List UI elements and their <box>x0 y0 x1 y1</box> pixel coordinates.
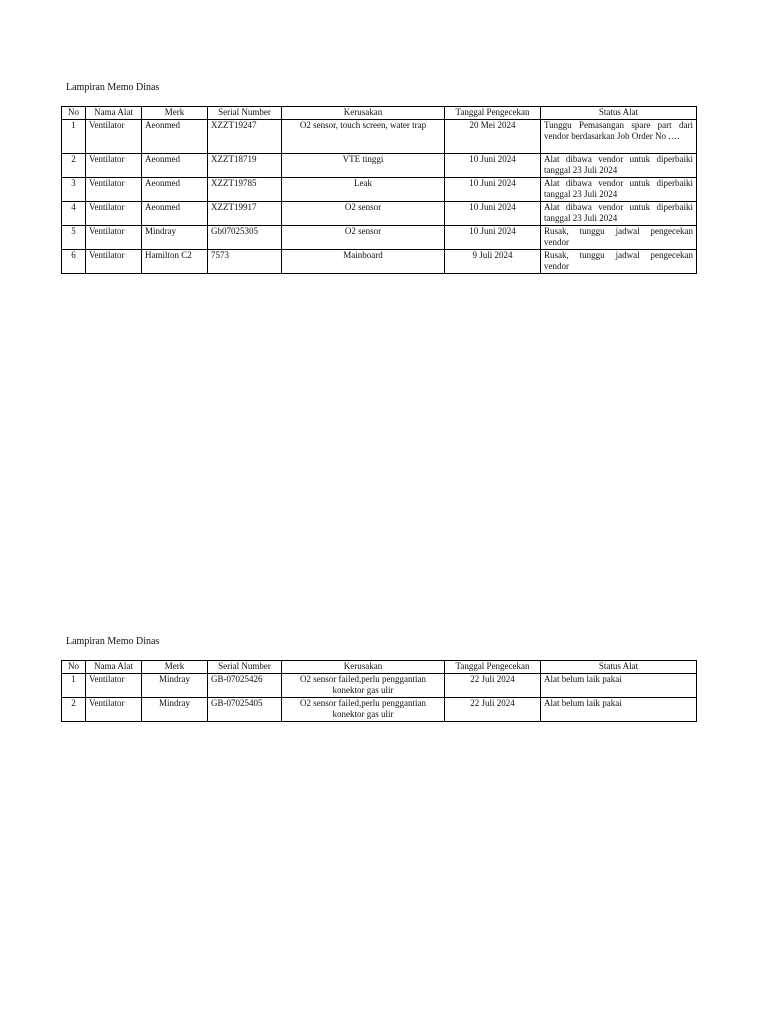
header-status: Status Alat <box>541 107 697 120</box>
cell-tanggal: 9 Juli 2024 <box>445 249 541 273</box>
cell-tanggal: 20 Mei 2024 <box>445 119 541 153</box>
cell-no: 2 <box>62 697 86 721</box>
cell-status: Rusak, tunggu jadwal pengecekan vendor <box>541 225 697 249</box>
header-status: Status Alat <box>541 661 697 674</box>
cell-merk: Mindray <box>142 697 208 721</box>
cell-status: Alat dibawa vendor untuk diperbaiki tanggal 23 Juli 2024 <box>541 153 697 177</box>
cell-no: 4 <box>62 201 86 225</box>
cell-serial: XZZT18719 <box>208 153 282 177</box>
cell-kerusakan: O2 sensor failed,perlu penggantian konektor gas ulir <box>282 673 445 697</box>
table-row <box>62 153 697 177</box>
cell-nama-alat: Ventilator <box>86 225 142 249</box>
cell-status: Alat dibawa vendor untuk diperbaiki tanggal 23 Juli 2024 <box>541 177 697 201</box>
cell-serial: Gb07025305 <box>208 225 282 249</box>
cell-nama-alat: Ventilator <box>86 201 142 225</box>
table-row <box>62 697 697 721</box>
cell-no: 6 <box>62 249 86 273</box>
header-tanggal: Tanggal Pengecekan <box>445 107 541 120</box>
table-row <box>62 119 697 153</box>
header-nama-alat: Nama Alat <box>86 661 142 674</box>
cell-no: 3 <box>62 177 86 201</box>
section-title: Lampiran Memo Dinas <box>66 636 160 647</box>
cell-tanggal: 22 Juli 2024 <box>445 697 541 721</box>
cell-merk: Aeonmed <box>142 153 208 177</box>
table-header-row <box>62 107 697 120</box>
cell-status: Tunggu Pemasangan spare part dari vendor berdasarkan Job Order No …. <box>541 119 697 153</box>
cell-serial: GB-07025405 <box>208 697 282 721</box>
cell-serial: 7573 <box>208 249 282 273</box>
cell-nama-alat: Ventilator <box>86 177 142 201</box>
cell-tanggal: 10 Juni 2024 <box>445 225 541 249</box>
cell-tanggal: 10 Juni 2024 <box>445 177 541 201</box>
header-no: No <box>62 661 86 674</box>
table-row <box>62 201 697 225</box>
cell-merk: Hamilton C2 <box>142 249 208 273</box>
cell-kerusakan: O2 sensor, touch screen, water trap <box>282 119 445 153</box>
header-kerusakan: Kerusakan <box>282 661 445 674</box>
cell-merk: Mindray <box>142 225 208 249</box>
cell-no: 2 <box>62 153 86 177</box>
cell-status: Rusak, tunggu jadwal pengecekan vendor <box>541 249 697 273</box>
header-merk: Merk <box>142 661 208 674</box>
cell-kerusakan: O2 sensor <box>282 225 445 249</box>
cell-nama-alat: Ventilator <box>86 153 142 177</box>
table-row <box>62 225 697 249</box>
table-row <box>62 177 697 201</box>
cell-no: 5 <box>62 225 86 249</box>
table-row <box>62 673 697 697</box>
cell-kerusakan: O2 sensor <box>282 201 445 225</box>
table-header-row <box>62 661 697 674</box>
cell-nama-alat: Ventilator <box>86 673 142 697</box>
table-row <box>62 249 697 273</box>
header-tanggal: Tanggal Pengecekan <box>445 661 541 674</box>
header-nama-alat: Nama Alat <box>86 107 142 120</box>
cell-no: 1 <box>62 673 86 697</box>
cell-serial: XZZT19785 <box>208 177 282 201</box>
cell-kerusakan: O2 sensor failed,perlu penggantian konektor gas ulir <box>282 697 445 721</box>
cell-kerusakan: Leak <box>282 177 445 201</box>
cell-serial: GB-07025426 <box>208 673 282 697</box>
header-no: No <box>62 107 86 120</box>
cell-status: Alat dibawa vendor untuk diperbaiki tanggal 23 Juli 2024 <box>541 201 697 225</box>
cell-merk: Aeonmed <box>142 201 208 225</box>
equipment-table <box>61 660 697 722</box>
equipment-table <box>61 106 697 274</box>
cell-serial: XZZT19917 <box>208 201 282 225</box>
cell-nama-alat: Ventilator <box>86 697 142 721</box>
header-serial-number: Serial Number <box>208 661 282 674</box>
header-kerusakan: Kerusakan <box>282 107 445 120</box>
cell-status: Alat belum laik pakai <box>541 697 697 721</box>
cell-merk: Aeonmed <box>142 119 208 153</box>
cell-merk: Aeonmed <box>142 177 208 201</box>
cell-nama-alat: Ventilator <box>86 119 142 153</box>
cell-nama-alat: Ventilator <box>86 249 142 273</box>
cell-serial: XZZT19247 <box>208 119 282 153</box>
cell-merk: Mindray <box>142 673 208 697</box>
cell-kerusakan: VTE tinggi <box>282 153 445 177</box>
header-merk: Merk <box>142 107 208 120</box>
cell-tanggal: 22 Juli 2024 <box>445 673 541 697</box>
cell-tanggal: 10 Juni 2024 <box>445 201 541 225</box>
cell-status: Alat belum laik pakai <box>541 673 697 697</box>
cell-tanggal: 10 Juni 2024 <box>445 153 541 177</box>
cell-kerusakan: Mainboard <box>282 249 445 273</box>
header-serial-number: Serial Number <box>208 107 282 120</box>
section-title: Lampiran Memo Dinas <box>66 82 160 93</box>
cell-no: 1 <box>62 119 86 153</box>
